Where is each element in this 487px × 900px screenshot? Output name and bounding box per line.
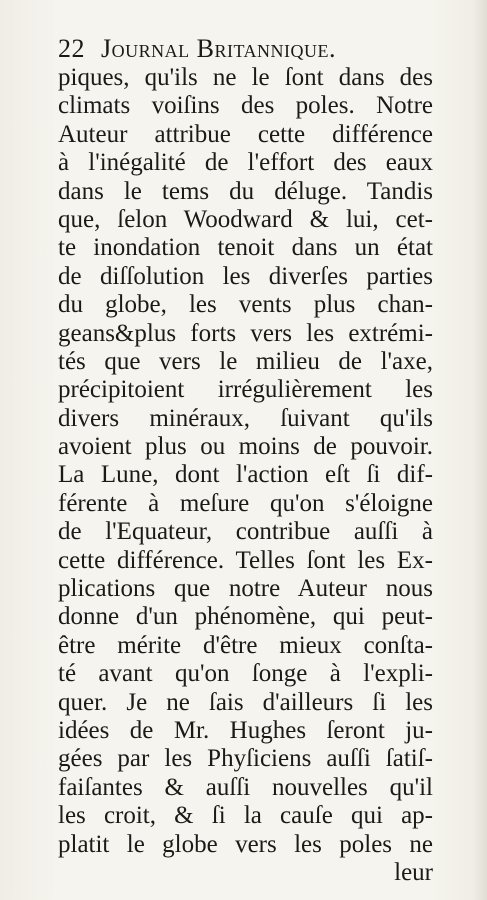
text-line: te inondation tenoit dans un état xyxy=(58,234,433,262)
text-line: piques, qu'ils ne le ſont dans des xyxy=(58,64,433,91)
text-line: à l'inégalité de l'effort des eaux xyxy=(58,149,433,177)
text-line: climats voiſins des poles. Notre xyxy=(58,92,433,120)
text-line: Auteur attribue cette différence xyxy=(58,120,433,148)
text-line: donne d'un phénomène, qui peut- xyxy=(58,603,433,631)
text-line: cette différence. Telles ſont les Ex- xyxy=(58,546,433,574)
text-line: divers minéraux, ſuivant qu'ils xyxy=(58,404,433,432)
text-line: La Lune, dont l'action eſt ſi dif- xyxy=(58,461,433,489)
page-number: 22 xyxy=(58,34,85,63)
text-line: dans le tems du déluge. Tandis xyxy=(58,177,433,205)
text-line: férente à meſure qu'on s'éloigne xyxy=(58,489,433,517)
text-line: geans&plus forts vers les extrémi- xyxy=(58,319,433,347)
text-line: platit le globe vers les poles ne xyxy=(58,830,433,858)
running-header xyxy=(58,34,433,64)
catchword: leur xyxy=(394,858,433,886)
text-line: tés que vers le milieu de l'axe, xyxy=(58,347,433,375)
text-line: précipitoient irrégulièrement les xyxy=(58,376,433,404)
text-line: de diſſolution les diverſes parties xyxy=(58,262,433,290)
text-line: les croit, & ſi la cauſe qui ap- xyxy=(58,802,433,830)
text-line: gées par les Phyſiciens auſſi ſatiſ- xyxy=(58,745,433,773)
text-block xyxy=(58,34,433,887)
text-line: être mérite d'être mieux conſta- xyxy=(58,631,433,659)
text-line: de l'Equateur, contribue auſſi à xyxy=(58,518,433,546)
page-edge-shadow xyxy=(473,0,487,900)
body-text xyxy=(58,64,433,887)
text-line: faiſantes & auſſi nouvelles qu'il xyxy=(58,773,433,801)
text-line: avoient plus ou moins de pouvoir. xyxy=(58,433,433,461)
text-line: que, ſelon Woodward & lui, cet- xyxy=(58,205,433,233)
text-line: quer. Je ne ſais d'ailleurs ſi les xyxy=(58,688,433,716)
text-line: plications que notre Auteur nous xyxy=(58,575,433,603)
running-title: Journal Britannique. xyxy=(101,34,336,63)
text-line: idées de Mr. Hughes ſeront ju- xyxy=(58,716,433,744)
text-line: té avant qu'on ſonge à l'expli- xyxy=(58,660,433,688)
text-line: du globe, les vents plus chan- xyxy=(58,291,433,319)
